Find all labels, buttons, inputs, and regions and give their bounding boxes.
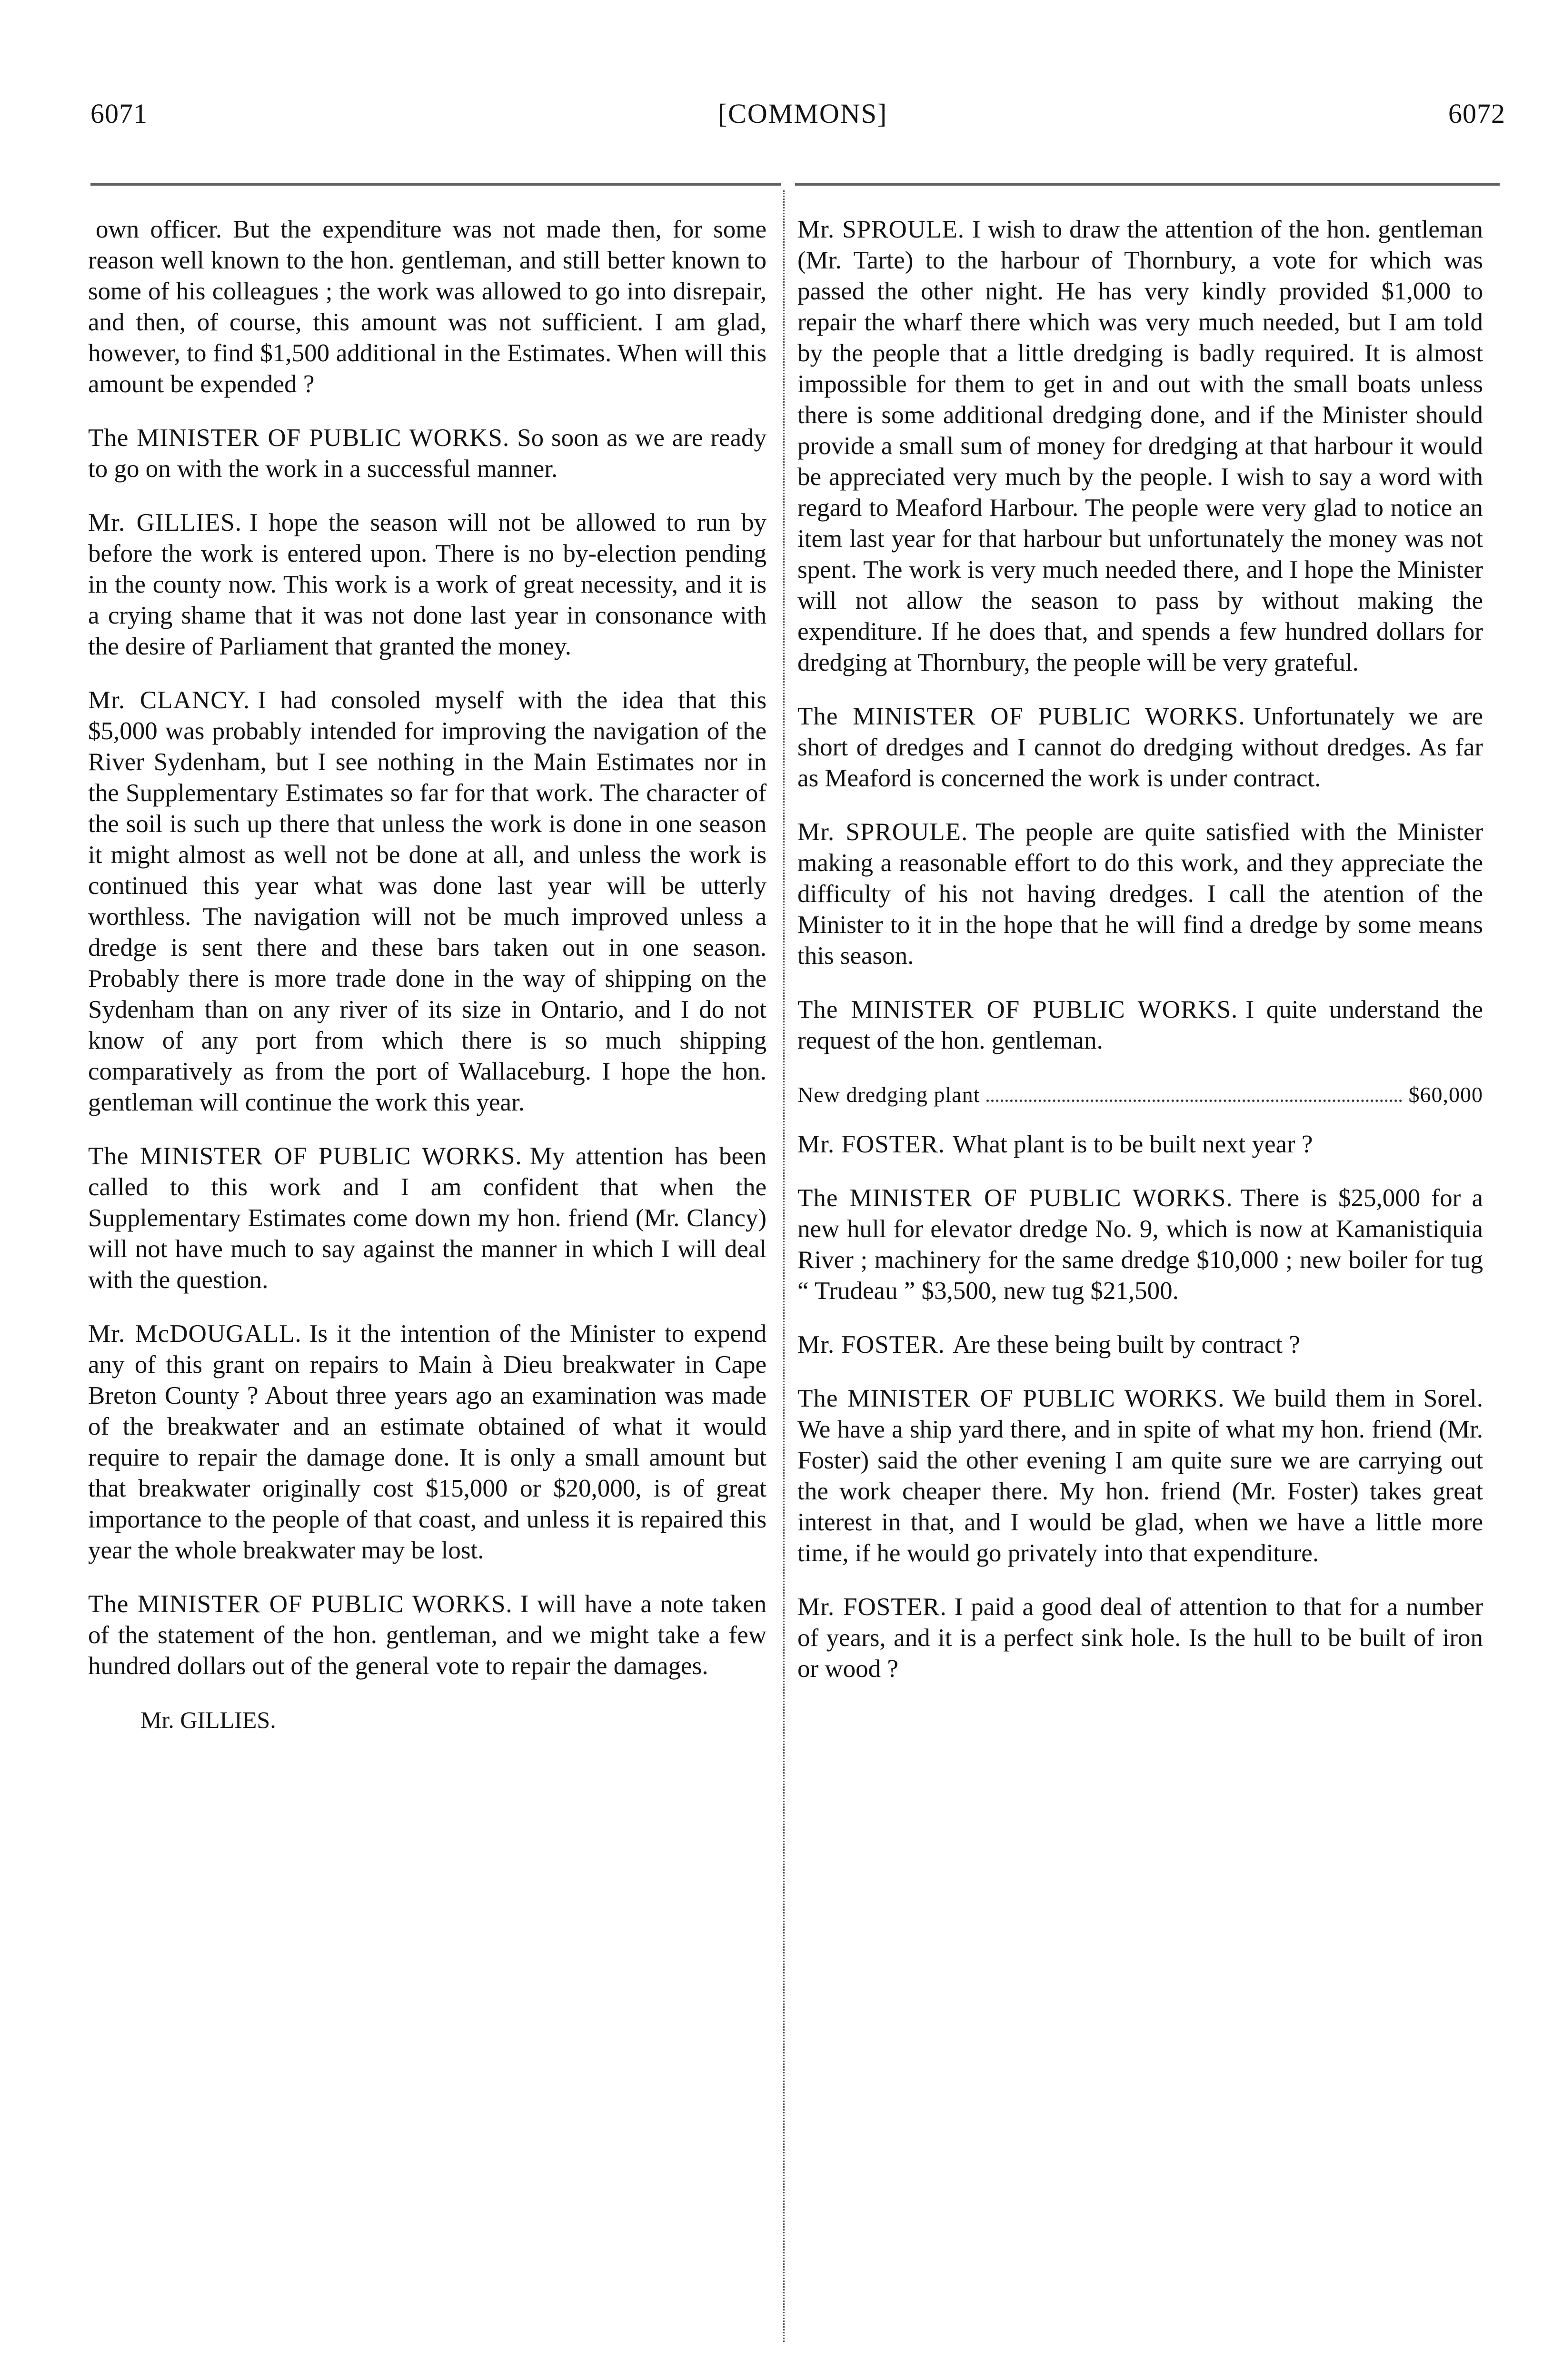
- speaker-name: The MINISTER OF PUBLIC WORKS.: [797, 1385, 1225, 1412]
- paragraph-text: Are these being built by contract ?: [952, 1331, 1300, 1359]
- speaker-name: Mr. McDOUGALL.: [88, 1320, 302, 1348]
- paragraph: [797, 214, 1483, 678]
- estimate-item: [797, 1079, 1483, 1110]
- paragraph-text: I will have a note taken of the statement of the hon. gentleman, and we might take a few hundred dollars out of the general vote to repair the damages.: [88, 1590, 767, 1680]
- paragraph-text: The people are quite satisfied with the Minister making a reasonable effort to do this work, and they appreciate the difficulty of his not having dredges. I call the atention of the Minister to it in the hope that he will find a dredge by some means this season.: [797, 818, 1483, 970]
- paragraph: [88, 507, 767, 662]
- paragraph: [797, 701, 1483, 794]
- paragraph-text: What plant is to be built next year ?: [952, 1130, 1313, 1158]
- paragraph-text: I hope the season will not be allowed to run by before the work is entered upon. There is no by-election pending in the county now. This work is a work of great necessity, and it is a crying shame that it was not done last year in consonance with the desire of Parliament that granted the money.: [88, 509, 767, 660]
- speaker-name: Mr. CLANCY.: [88, 686, 250, 714]
- left-column: [88, 214, 767, 1735]
- page-title: [COMMONS]: [717, 98, 888, 129]
- speaker-name: Mr. SPROULE.: [797, 216, 965, 243]
- paragraph: [88, 423, 767, 485]
- speaker-name: Mr. FOSTER.: [797, 1130, 945, 1158]
- header-rule-right: [795, 183, 1500, 186]
- paragraph: [797, 1592, 1483, 1685]
- speaker-name: The MINISTER OF PUBLIC WORKS.: [797, 1184, 1233, 1212]
- paragraph: [88, 685, 767, 1118]
- speaker-name: Mr. FOSTER.: [797, 1331, 945, 1359]
- paragraph: [88, 1589, 767, 1682]
- speaker-name: The MINISTER OF PUBLIC WORKS.: [88, 1142, 522, 1170]
- estimate-item-amount: $60,000: [1408, 1082, 1483, 1107]
- paragraph-text: There is $25,000 for a new hull for elevator dredge No. 9, which is now at Kamanistiquia River ; machinery for the same dredge $10,000 ; new boiler for tug “ Trudeau ” $3,500, new tug $21,500.: [797, 1184, 1483, 1305]
- header-rule-left: [90, 183, 781, 186]
- paragraph: [797, 817, 1483, 972]
- paragraph-text: Is it the intention of the Minister to expend any of this grant on repairs to Main à Dieu breakwater in Cape Breton County ? About three years ago an examination was made of the breakwater and an estimate obtained of what it would require to repair the damage done. It is only a small amount but that breakwater originally cost $15,000 or $20,000, is of great importance to the people of that coast, and unless it is repaired this year the whole breakwater may be lost.: [88, 1320, 767, 1564]
- paragraph: [797, 994, 1483, 1056]
- paragraph: [88, 1141, 767, 1296]
- paragraph-text: I had consoled myself with the idea that this $5,000 was probably intended for improving the navigation of the River Sydenham, but I see nothing in the Main Estimates nor in the Supplementary Estimates so far for that work. The character of the soil is such up there that unless the work is done in one season it might almost as well not be done at all, and unless the work is continued this year what was done last year will be utterly worthless. The navigation will not be much improved unless a dredge is sent there and these bars taken out in one season. Probably there is more trade done in the way of shipping on the Sydenham than on any river of its size in Ontario, and I do not know of any port from which there is so much shipping comparatively as from the port of Wallaceburg. I hope the hon. gentleman will continue the work this year.: [88, 686, 767, 1116]
- speaker-name: The MINISTER OF PUBLIC WORKS.: [797, 703, 1245, 730]
- paragraph-text: We build them in Sorel. We have a ship yard there, and in spite of what my hon. friend (Mr. Foster) said the other evening I am quite sure we are carrying out the work cheaper there. My hon. friend (Mr. Foster) takes great interest in that, and I would be glad, when we have a little more time, if he would go privately into that expenditure.: [797, 1385, 1483, 1567]
- left-page-number: 6071: [90, 98, 148, 129]
- column-divider: [783, 190, 785, 2342]
- paragraph: [797, 1129, 1483, 1160]
- page-header: [90, 98, 1515, 140]
- paragraph-text: own officer. But the expenditure was not made then, for some reason well known to the hon. gentleman, and still better known to some of his colleagues ; the work was allowed to go into disrepair, and then, of course, this amount was not sufficient. I am glad, however, to find $1,500 additional in the Estimates. When will this amount be expended ?: [88, 216, 767, 398]
- estimate-item-label: New dredging plant: [797, 1082, 980, 1107]
- speaker-name: Mr. FOSTER.: [797, 1593, 947, 1621]
- paragraph-text: So soon as we are ready to go on with the work in a successful manner.: [88, 424, 767, 483]
- paragraph: [88, 214, 767, 400]
- dot-leader: [986, 1100, 1402, 1102]
- paragraph: [88, 1319, 767, 1566]
- speaker-name: The MINISTER OF PUBLIC WORKS.: [797, 996, 1238, 1023]
- paragraph-text: My attention has been called to this work and I am confident that when the Supplementary Estimates come down my hon. friend (Mr. Clancy) will not have much to say against the manner in which I will deal with the question.: [88, 1142, 767, 1294]
- speaker-name: The MINISTER OF PUBLIC WORKS.: [88, 424, 510, 452]
- right-column: [797, 214, 1483, 1707]
- paragraph: [797, 1383, 1483, 1569]
- trailing-speaker-name: Mr. GILLIES.: [140, 1706, 276, 1733]
- speaker-name: The MINISTER OF PUBLIC WORKS.: [88, 1590, 513, 1618]
- paragraph: [797, 1183, 1483, 1307]
- speaker-name: Mr. GILLIES.: [88, 509, 242, 536]
- speaker-name: Mr. SPROULE.: [797, 818, 968, 846]
- right-page-number: 6072: [1448, 98, 1505, 129]
- paragraph: [797, 1329, 1483, 1360]
- paragraph-text: I quite understand the request of the hon. gentleman.: [797, 996, 1483, 1054]
- paragraph-text: Unfortunately we are short of dredges and I cannot do dredging without dredges. As far as Meaford is concerned the work is under contract.: [797, 703, 1483, 792]
- paragraph-text: I wish to draw the attention of the hon. gentleman (Mr. Tarte) to the harbour of Thornbury, a vote for which was passed the other night. He has very kindly provided $1,000 to repair the wharf there which was very much needed, but I am told by the people that a little dredging is badly required. It is almost impossible for them to get in and out with the small boats unless there is some additional dredging done, and if the Minister should provide a small sum of money for dredging at that harbour it would be appreciated very much by the people. I wish to say a word with regard to Meaford Harbour. The people were very glad to notice an item last year for that harbour but unfortunately the money was not spent. The work is very much needed there, and I hope the Minister will not allow the season to pass by without making the expenditure. If he does that, and spends a few hundred dollars for dredging at Thornbury, the people will be very grateful.: [797, 216, 1483, 676]
- paragraph-text: I paid a good deal of attention to that for a number of years, and it is a perfect sink hole. Is the hull to be built of iron or wood ?: [797, 1593, 1483, 1683]
